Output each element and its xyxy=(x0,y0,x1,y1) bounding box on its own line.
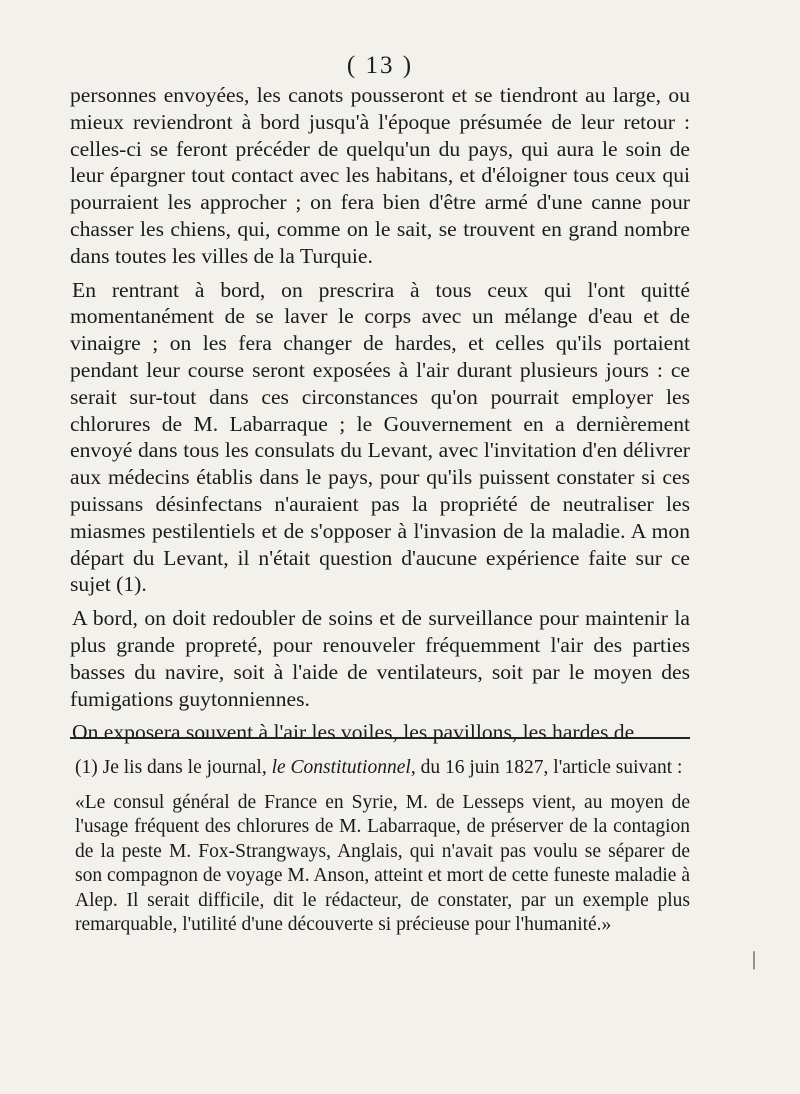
paragraph-4: On exposera souvent à l'air les voiles, les pavillons, les hardes de xyxy=(72,720,635,745)
footnote-intro xyxy=(75,756,690,781)
footnote-quote: «Le consul général de France en Syrie, M. de Lesseps vient, au moyen de l'usage fréquent des chlorures de M. Labarraque, de préserver de la contagion de la peste M. Fox-Strangways, Anglais, qui n'avait pas voulu se séparer de son compagnon de voyage M. Anson, atteint et mort de cette funeste maladie à Alep. Il serait difficile, dit le rédacteur, de constater, par un exemple plus remarquable, l'utilité d'une découverte si précieuse pour l'humanité.» xyxy=(75,791,690,935)
footnote xyxy=(75,756,690,948)
margin-mark: | xyxy=(752,948,757,970)
footnote-intro-after: , du 16 juin 1827, l'article suivant : xyxy=(410,757,683,778)
journal-title: le Constitutionnel xyxy=(271,757,411,778)
footnote-divider xyxy=(70,737,690,739)
paragraph-1: personnes envoyées, les canots pousseront et se tiendront au large, ou mieux reviendront à bord jusqu'à l'époque présumée de leur retour : celles-ci se feront précéder de quelqu'un du pays, qui aura le soin de leur épargner tout contact avec les habitans, et d'éloigner tous ceux qui pourraient les approcher ; on fera bien d'être armé d'une canne pour chasser les chiens, qui, comme on le sait, se trouvent en grand nombre dans toutes les villes de la Turquie. xyxy=(70,83,690,268)
paragraph-3: A bord, on doit redoubler de soins et de surveillance pour maintenir la plus grande propreté, pour renouveler fréquemment l'air des parties basses du navire, soit à l'aide de ventilateurs, soit par le moyen des fumigations guytonniennes. xyxy=(70,606,690,711)
page-number: ( 13 ) xyxy=(346,52,414,79)
footnote-intro-before: (1) Je lis dans le journal, xyxy=(75,757,272,778)
paragraph-2: En rentrant à bord, on prescrira à tous ceux qui l'ont quitté momentanément de se laver le corps avec un mélange d'eau et de vinaigre ; on les fera changer de hardes, et celles qu'ils portaient pendant leur course seront exposées à l'air durant plusieurs jours : ce serait sur-tout dans ces circonstances qu'on pourrait employer les chlorures de M. Labarraque ; le Gouvernement en a dernièrement envoyé dans tous les consulats du Levant, avec l'invitation d'en délivrer aux médecins établis dans le pays, pour qu'ils puissent constater si ces puissans désinfectans n'auraient pas la propriété de neutraliser les miasmes pestilentiels et de s'opposer à l'invasion de la maladie. A mon départ du Levant, il n'était question d'aucune expérience faite sur ce sujet (1). xyxy=(70,277,690,597)
main-text xyxy=(70,82,690,753)
